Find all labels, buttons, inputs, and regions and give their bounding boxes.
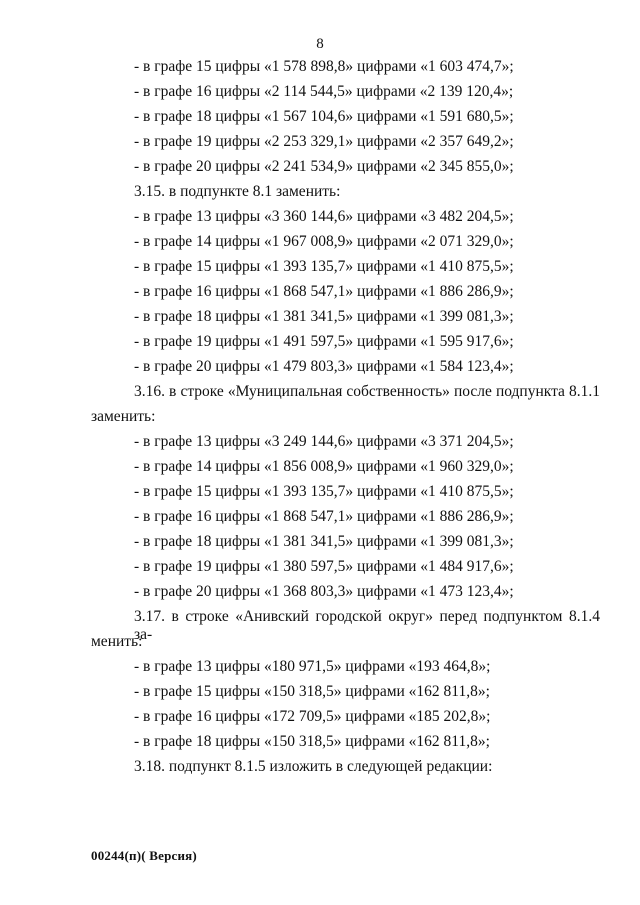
- list-item: - в графе 19 цифры «1 491 597,5» цифрами «1 595 917,6»;: [134, 333, 514, 350]
- list-item: - в графе 16 цифры «172 709,5» цифрами «185 202,8»;: [134, 708, 491, 725]
- document-footer-code: 00244(п)( Версия): [91, 848, 197, 863]
- list-item: - в графе 20 цифры «1 479 803,3» цифрами «1 584 123,4»;: [134, 358, 514, 375]
- list-item: - в графе 15 цифры «1 393 135,7» цифрами «1 410 875,5»;: [134, 483, 514, 500]
- list-item: - в графе 13 цифры «180 971,5» цифрами «193 464,8»;: [134, 658, 491, 675]
- list-item: - в графе 15 цифры «1 578 898,8» цифрами «1 603 474,7»;: [134, 58, 514, 75]
- list-item: - в графе 20 цифры «2 241 534,9» цифрами «2 345 855,0»;: [134, 158, 514, 175]
- list-item: - в графе 16 цифры «1 868 547,1» цифрами «1 886 286,9»;: [134, 508, 514, 525]
- paragraph-3-16-line1: 3.16. в строке «Муниципальная собственность» после подпункта 8.1.1: [134, 383, 600, 400]
- list-item: - в графе 14 цифры «1 967 008,9» цифрами «2 071 329,0»;: [134, 233, 514, 250]
- list-item: - в графе 19 цифры «2 253 329,1» цифрами «2 357 649,2»;: [134, 133, 514, 150]
- list-item: - в графе 16 цифры «2 114 544,5» цифрами «2 139 120,4»;: [134, 83, 514, 100]
- paragraph-3-16-line2: заменить:: [91, 408, 156, 425]
- list-item: - в графе 14 цифры «1 856 008,9» цифрами «1 960 329,0»;: [134, 458, 514, 475]
- list-item: - в графе 15 цифры «1 393 135,7» цифрами «1 410 875,5»;: [134, 258, 514, 275]
- list-item: - в графе 18 цифры «150 318,5» цифрами «162 811,8»;: [134, 733, 490, 750]
- paragraph-3-17-line2: менить:: [91, 633, 143, 650]
- list-item: - в графе 13 цифры «3 249 144,6» цифрами «3 371 204,5»;: [134, 433, 514, 450]
- paragraph-3-18: 3.18. подпункт 8.1.5 изложить в следующей редакции:: [134, 758, 493, 775]
- list-item: - в графе 15 цифры «150 318,5» цифрами «162 811,8»;: [134, 683, 490, 700]
- paragraph-3-15: 3.15. в подпункте 8.1 заменить:: [134, 183, 341, 200]
- list-item: - в графе 13 цифры «3 360 144,6» цифрами «3 482 204,5»;: [134, 208, 514, 225]
- list-item: - в графе 16 цифры «1 868 547,1» цифрами «1 886 286,9»;: [134, 283, 514, 300]
- list-item: - в графе 18 цифры «1 381 341,5» цифрами «1 399 081,3»;: [134, 308, 514, 325]
- list-item: - в графе 18 цифры «1 567 104,6» цифрами «1 591 680,5»;: [134, 108, 514, 125]
- list-item: - в графе 18 цифры «1 381 341,5» цифрами «1 399 081,3»;: [134, 533, 514, 550]
- list-item: - в графе 20 цифры «1 368 803,3» цифрами «1 473 123,4»;: [134, 583, 514, 600]
- paragraph-3-17-line1: 3.17. в строке «Анивский городской округ» перед подпунктом 8.1.4 за-: [134, 608, 600, 643]
- page-number: 8: [316, 36, 324, 52]
- list-item: - в графе 19 цифры «1 380 597,5» цифрами «1 484 917,6»;: [134, 558, 514, 575]
